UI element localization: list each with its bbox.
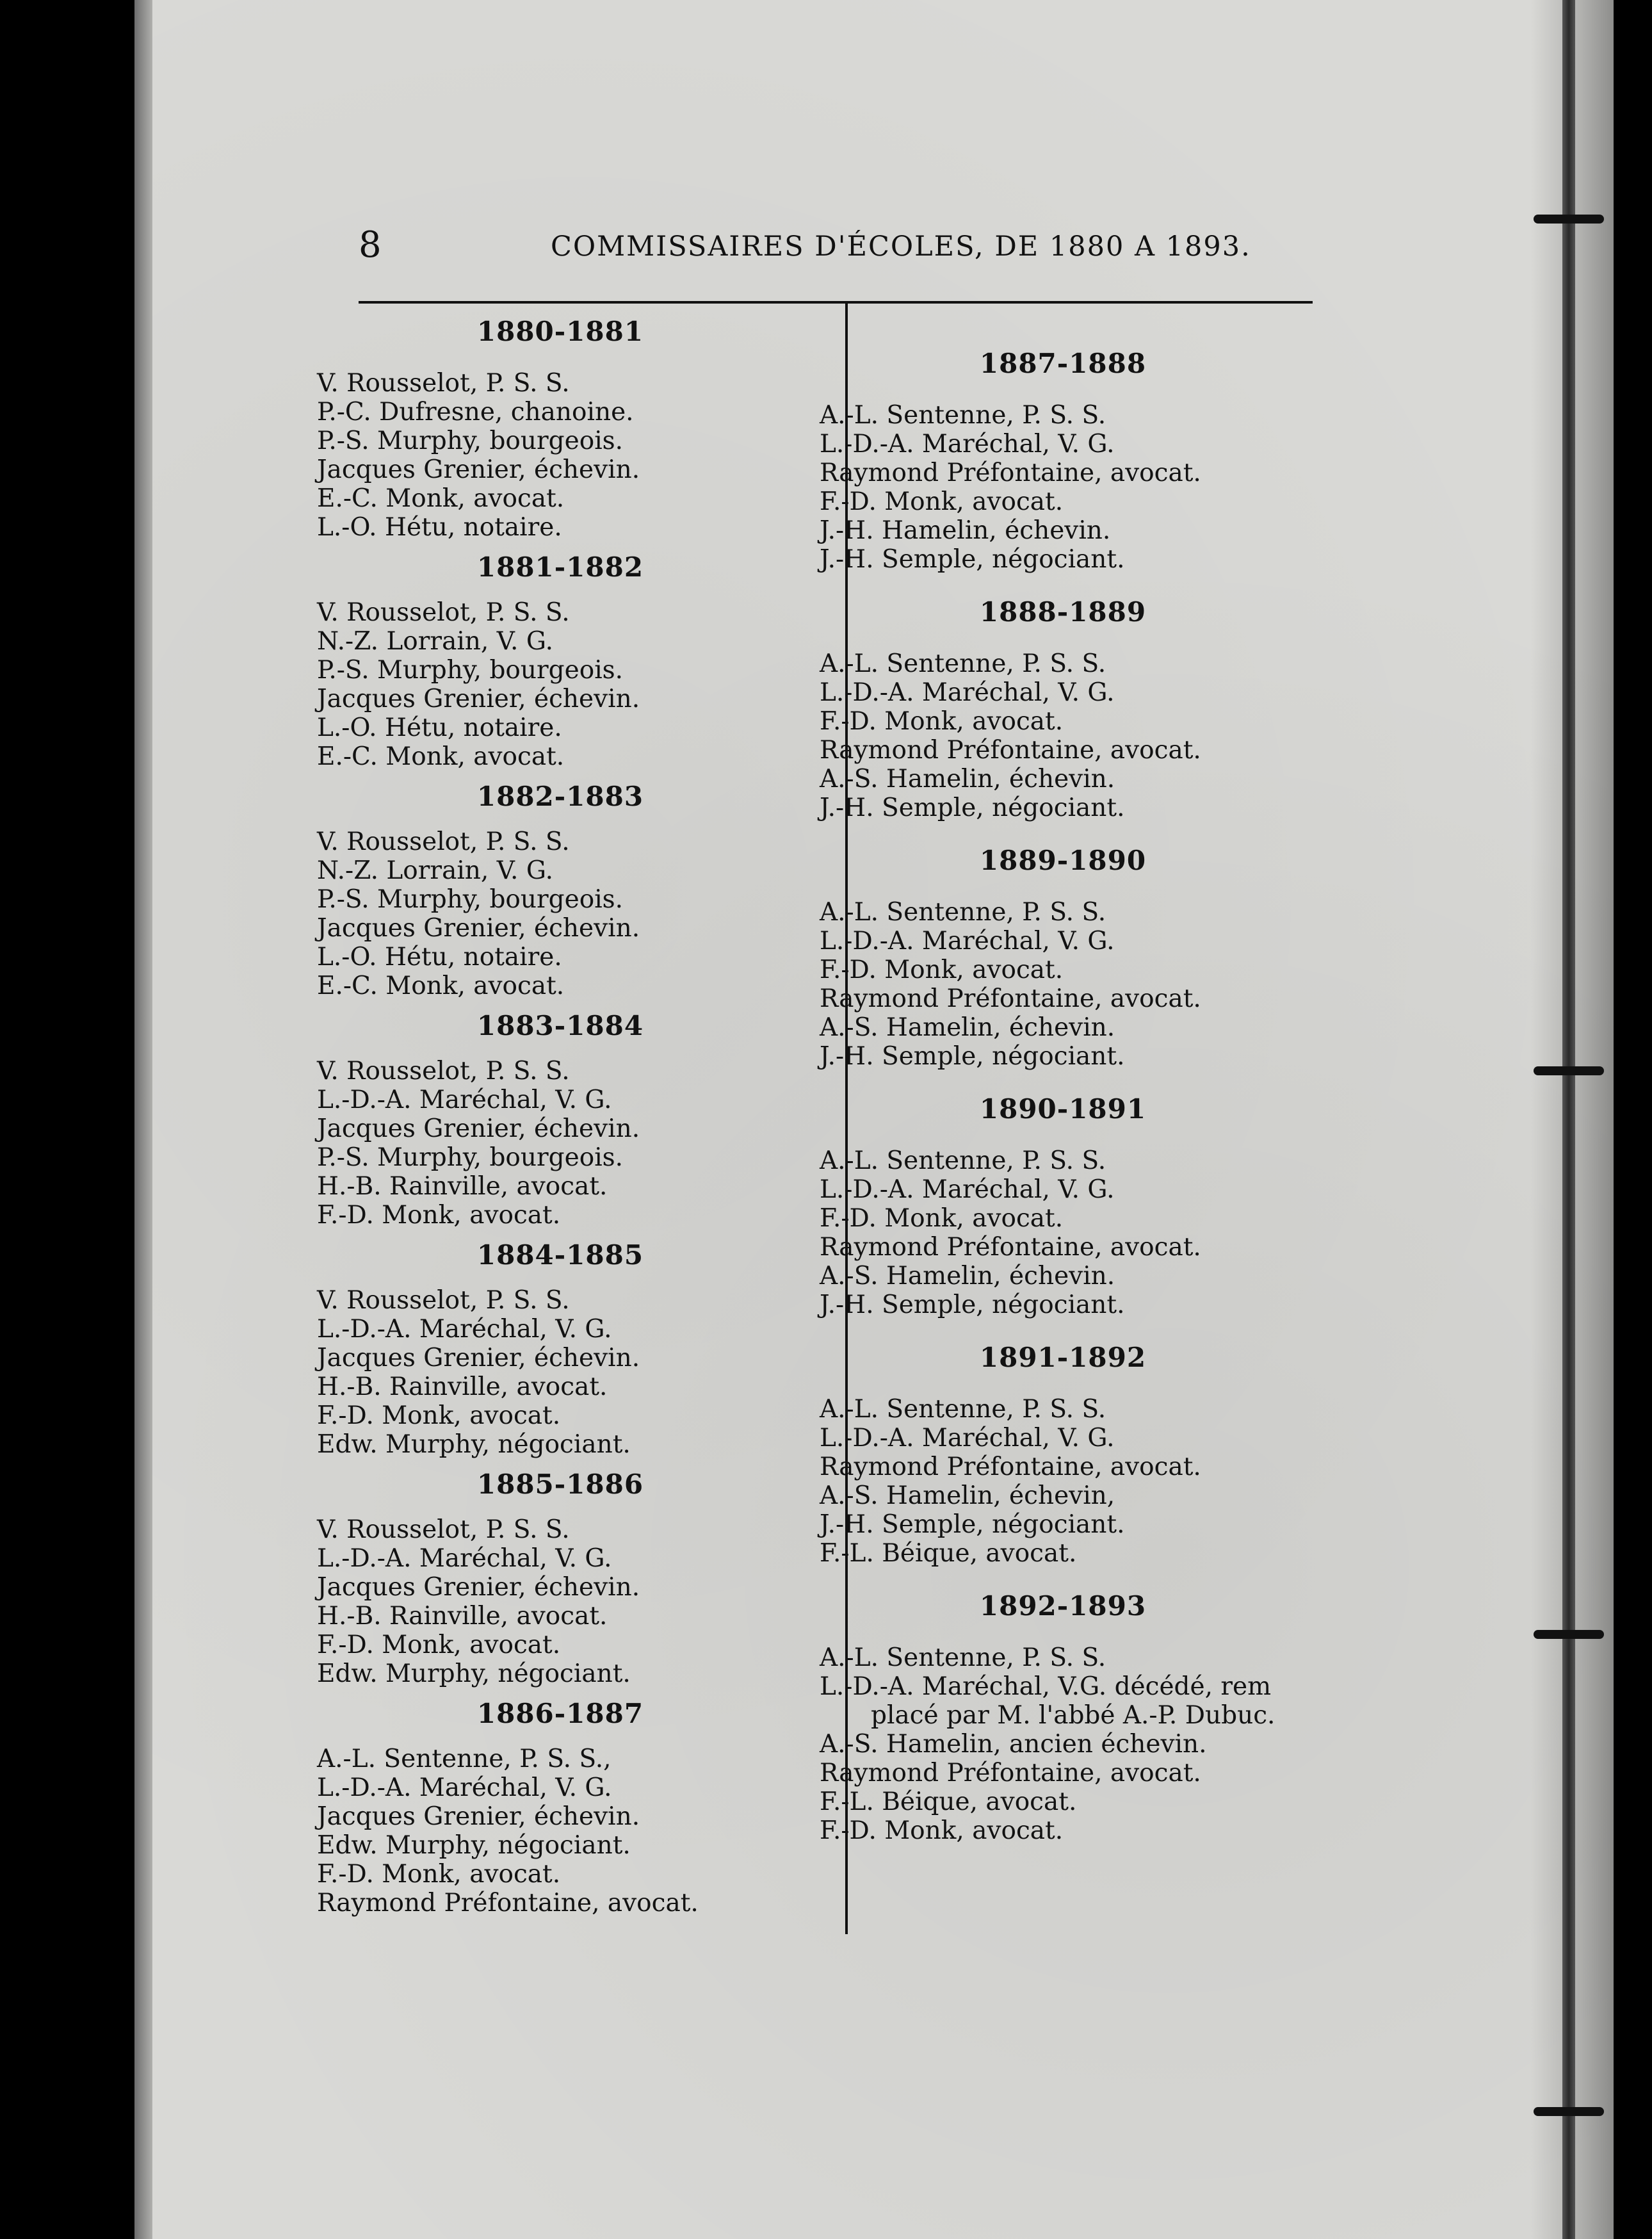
commissioner-entry: N.-Z. Lorrain, V. G.: [317, 627, 554, 656]
commissioner-entry: L.-D.-A. Maréchal, V. G.: [820, 430, 1115, 459]
commissioner-entry: F.-D. Monk, avocat.: [820, 487, 1064, 516]
commissioner-entry: J.-H. Semple, négociant.: [820, 545, 1125, 574]
commissioner-entry: Jacques Grenier, échevin.: [317, 1573, 640, 1602]
commissioner-entry: F.-D. Monk, avocat.: [820, 707, 1064, 736]
commissioner-entry: Jacques Grenier, échevin.: [317, 685, 640, 713]
commissioner-entry: L.-D.-A. Maréchal, V. G.: [820, 1424, 1115, 1453]
year-block: [820, 822, 1306, 1071]
year-block: [317, 1000, 804, 1230]
commissioner-entry: A.-L. Sentenne, P. S. S.: [820, 1395, 1106, 1424]
commissioner-entry: F.-D. Monk, avocat.: [820, 1204, 1064, 1233]
year-heading: 1882-1883: [476, 781, 644, 812]
commissioner-entry: Edw. Murphy, négociant.: [317, 1831, 631, 1860]
year-block: [820, 574, 1306, 822]
commissioner-entry: J.-H. Semple, négociant.: [820, 1290, 1125, 1319]
commissioner-entry: L.-D.-A. Maréchal, V. G.: [820, 1175, 1115, 1204]
commissioner-entry: A.-L. Sentenne, P. S. S.,: [317, 1745, 611, 1773]
commissioner-entry: N.-Z. Lorrain, V. G.: [317, 856, 554, 885]
commissioner-entry: J.-H. Semple, négociant.: [820, 794, 1125, 822]
header-rule: [359, 301, 1313, 304]
year-block: [820, 1319, 1306, 1568]
commissioner-entry: P.-S. Murphy, bourgeois.: [317, 427, 624, 455]
year-heading: 1885-1886: [476, 1469, 644, 1500]
year-heading: 1887-1888: [979, 348, 1147, 379]
commissioner-entry: Edw. Murphy, négociant.: [317, 1659, 631, 1688]
year-block: [317, 1230, 804, 1459]
commissioner-entry: L.-D.-A. Maréchal, V.G. décédé, rem: [820, 1672, 1272, 1701]
commissioner-entry: A.-L. Sentenne, P. S. S.: [820, 1146, 1106, 1175]
commissioner-entry: A.-S. Hamelin, échevin.: [820, 765, 1115, 794]
commissioner-entry: P.-S. Murphy, bourgeois.: [317, 885, 624, 914]
year-heading: 1884-1885: [476, 1239, 644, 1271]
year-block: [317, 771, 804, 1000]
commissioner-entry: J.-H. Semple, négociant.: [820, 1042, 1125, 1071]
commissioner-entry: A.-S. Hamelin, ancien échevin.: [820, 1730, 1207, 1759]
commissioner-entry: H.-B. Rainville, avocat.: [317, 1372, 608, 1401]
year-block: [317, 313, 804, 542]
commissioner-entry: P.-C. Dufresne, chanoine.: [317, 398, 634, 427]
commissioner-entry: L.-D.-A. Maréchal, V. G.: [317, 1315, 612, 1344]
year-heading: 1889-1890: [979, 845, 1147, 876]
commissioner-entry: V. Rousselot, P. S. S.: [317, 369, 570, 398]
commissioner-entry: Raymond Préfontaine, avocat.: [820, 1233, 1201, 1262]
commissioner-entry: A.-L. Sentenne, P. S. S.: [820, 1643, 1106, 1672]
commissioner-entry: Jacques Grenier, échevin.: [317, 455, 640, 484]
commissioner-entry: Raymond Préfontaine, avocat.: [820, 1453, 1201, 1481]
commissioner-entry: F.-L. Béique, avocat.: [820, 1787, 1077, 1816]
binding-stitch: [1534, 215, 1604, 224]
year-heading: 1892-1893: [979, 1590, 1147, 1622]
book-binding: [1562, 0, 1575, 2239]
year-heading: 1886-1887: [476, 1698, 644, 1729]
binding-stitch: [1534, 1066, 1604, 1075]
commissioner-entry: Raymond Préfontaine, avocat.: [820, 1759, 1201, 1787]
commissioner-entry: E.-C. Monk, avocat.: [317, 484, 565, 513]
commissioner-entry: L.-O. Hétu, notaire.: [317, 943, 562, 972]
commissioner-entry: L.-D.-A. Maréchal, V. G.: [820, 927, 1115, 956]
commissioner-entry: P.-S. Murphy, bourgeois.: [317, 656, 624, 685]
commissioner-entry: F.-D. Monk, avocat.: [820, 956, 1064, 984]
commissioner-entry: Jacques Grenier, échevin.: [317, 1114, 640, 1143]
left-column: [317, 313, 804, 1917]
commissioner-entry: F.-D. Monk, avocat.: [317, 1631, 561, 1659]
year-block: [317, 1459, 804, 1688]
commissioner-entry: J.-H. Semple, négociant.: [820, 1510, 1125, 1539]
commissioner-entry: E.-C. Monk, avocat.: [317, 742, 565, 771]
year-block: [820, 1071, 1306, 1319]
commissioner-entry: V. Rousselot, P. S. S.: [317, 1286, 570, 1315]
commissioner-entry: F.-D. Monk, avocat.: [317, 1860, 561, 1889]
page-header: [359, 224, 1306, 282]
commissioner-entry: Jacques Grenier, échevin.: [317, 1802, 640, 1831]
year-heading: 1881-1882: [476, 551, 644, 583]
year-heading: 1888-1889: [979, 596, 1147, 628]
commissioner-entry: L.-O. Hétu, notaire.: [317, 713, 562, 742]
binding-stitch: [1534, 1630, 1604, 1639]
commissioner-entry: Raymond Préfontaine, avocat.: [820, 736, 1201, 765]
commissioner-entry: V. Rousselot, P. S. S.: [317, 827, 570, 856]
commissioner-entry: Raymond Préfontaine, avocat.: [820, 984, 1201, 1013]
commissioner-entry: Jacques Grenier, échevin.: [317, 914, 640, 943]
year-block: [820, 325, 1306, 574]
commissioner-entry: A.-L. Sentenne, P. S. S.: [820, 649, 1106, 678]
commissioner-entry: V. Rousselot, P. S. S.: [317, 1515, 570, 1544]
commissioner-entry: Jacques Grenier, échevin.: [317, 1344, 640, 1372]
year-block: [317, 542, 804, 771]
right-column: [820, 325, 1306, 1845]
commissioner-entry: L.-D.-A. Maréchal, V. G.: [317, 1773, 612, 1802]
commissioner-entry: L.-D.-A. Maréchal, V. G.: [820, 678, 1115, 707]
commissioner-entry: F.-D. Monk, avocat.: [317, 1401, 561, 1430]
commissioner-entry: L.-D.-A. Maréchal, V. G.: [317, 1086, 612, 1114]
year-heading: 1883-1884: [476, 1010, 644, 1041]
commissioner-entry: A.-L. Sentenne, P. S. S.: [820, 401, 1106, 430]
year-block: [317, 1688, 804, 1917]
commissioner-entry: placé par M. l'abbé A.-P. Dubuc.: [871, 1701, 1275, 1730]
year-heading: 1891-1892: [979, 1342, 1147, 1373]
page-number: 8: [359, 224, 382, 266]
commissioner-entry: E.-C. Monk, avocat.: [317, 972, 565, 1000]
running-title: COMMISSAIRES D'ÉCOLES, DE 1880 A 1893.: [551, 231, 1251, 263]
commissioner-entry: A.-S. Hamelin, échevin.: [820, 1013, 1115, 1042]
commissioner-entry: V. Rousselot, P. S. S.: [317, 1057, 570, 1086]
commissioner-entry: H.-B. Rainville, avocat.: [317, 1172, 608, 1201]
commissioner-entry: A.-L. Sentenne, P. S. S.: [820, 898, 1106, 927]
year-heading: 1890-1891: [979, 1093, 1147, 1125]
year-heading: 1880-1881: [476, 316, 644, 347]
commissioner-entry: L.-O. Hétu, notaire.: [317, 513, 562, 542]
commissioner-entry: F.-L. Béique, avocat.: [820, 1539, 1077, 1568]
commissioner-entry: J.-H. Hamelin, échevin.: [820, 516, 1111, 545]
commissioner-entry: A.-S. Hamelin, échevin.: [820, 1262, 1115, 1290]
commissioner-entry: A.-S. Hamelin, échevin,: [820, 1481, 1115, 1510]
commissioner-entry: P.-S. Murphy, bourgeois.: [317, 1143, 624, 1172]
commissioner-entry: L.-D.-A. Maréchal, V. G.: [317, 1544, 612, 1573]
commissioner-entry: F.-D. Monk, avocat.: [820, 1816, 1064, 1845]
binding-stitch: [1534, 2107, 1604, 2116]
commissioner-entry: Raymond Préfontaine, avocat.: [317, 1889, 699, 1917]
commissioner-entry: H.-B. Rainville, avocat.: [317, 1602, 608, 1631]
commissioner-entry: V. Rousselot, P. S. S.: [317, 598, 570, 627]
commissioner-entry: F.-D. Monk, avocat.: [317, 1201, 561, 1230]
commissioner-entry: Edw. Murphy, négociant.: [317, 1430, 631, 1459]
year-block: [820, 1568, 1306, 1845]
page-left-edge: [134, 0, 152, 2239]
commissioner-entry: Raymond Préfontaine, avocat.: [820, 459, 1201, 487]
